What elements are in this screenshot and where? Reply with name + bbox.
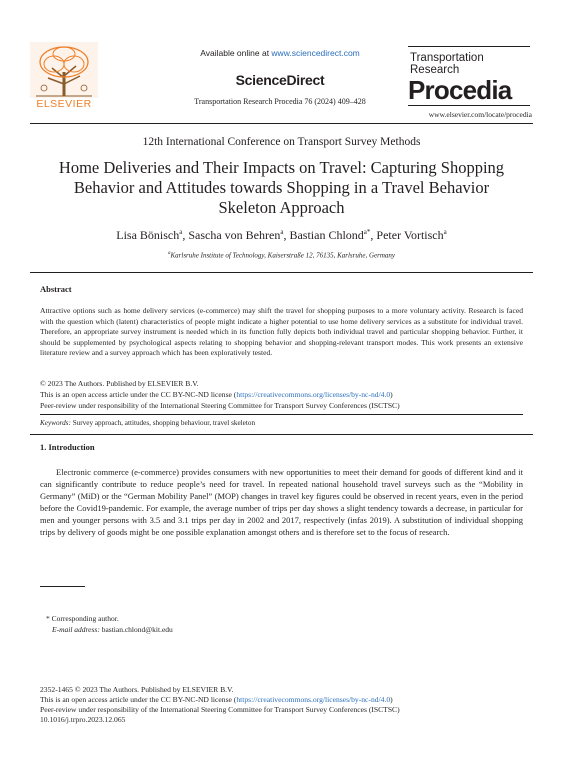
author-sep-2: , bbox=[283, 228, 290, 242]
affiliation-text: Karlsruhe Institute of Technology, Kaiserstraße 12, 76135, Karlsruhe, Germany bbox=[170, 251, 396, 260]
elsevier-wordmark: ELSEVIER bbox=[36, 98, 92, 110]
available-online bbox=[160, 48, 400, 58]
abstract-license-prefix: This is an open access article under the CC BY-NC-ND license ( bbox=[40, 390, 237, 399]
author-2-sup: a bbox=[280, 228, 284, 236]
abstract-license bbox=[40, 390, 523, 401]
footer-license-link[interactable]: https://creativecommons.org/licenses/by-nc-nd/4.0 bbox=[236, 695, 391, 704]
footer-license-prefix: This is an open access article under the CC BY-NC-ND license ( bbox=[40, 695, 237, 704]
affiliation bbox=[30, 251, 533, 259]
conference-name: 12th International Conference on Transport Survey Methods bbox=[142, 136, 421, 148]
title-divider bbox=[30, 272, 533, 273]
author-3-sup: a* bbox=[363, 228, 371, 236]
sciencedirect-logo: ScienceDirect bbox=[235, 72, 325, 88]
header-divider bbox=[30, 123, 533, 124]
abstract-text: Attractive options such as home delivery services (e-commerce) may shift the travel for shopping purposes to a more voluntary activity. Research is faced with the question which (latent) characteristics of people might indicate a higher potential to use home delivery services as a substitute for individual travel. Therefore, an appropriate survey instrument is needed which in its function fully depicts both individual travel and particular shopping behavior. Further, it should be supplemented by psychological aspects relating to shopping behavior and shopping-relevant transport modes. This work presents an extensive literature review and a survey approach which has been exploratively tested. bbox=[40, 306, 523, 358]
abstract-heading: Abstract bbox=[40, 284, 72, 294]
footnote-divider bbox=[40, 586, 85, 587]
affiliation-sup: a bbox=[167, 251, 171, 256]
author-1: Lisa Bönisch bbox=[116, 228, 180, 242]
footer-license-suffix: ) bbox=[390, 695, 393, 704]
keywords-label: Keywords: bbox=[40, 419, 71, 427]
journal-line-2: Research bbox=[410, 64, 460, 76]
sciencedirect-link[interactable]: www.sciencedirect.com bbox=[271, 48, 360, 58]
author-3: Bastian Chlond bbox=[289, 228, 364, 242]
author-sep-1: , bbox=[182, 228, 189, 242]
author-1-sup: a bbox=[179, 228, 183, 236]
email-address[interactable]: bastian.chlond@kit.edu bbox=[99, 625, 173, 634]
author-4: Peter Vortisch bbox=[376, 228, 444, 242]
footer-issn: 2352-1465 © 2023 The Authors. Published by ELSEVIER B.V. bbox=[40, 685, 234, 694]
section-heading-introduction: 1. Introduction bbox=[40, 442, 95, 452]
abstract-copyright: © 2023 The Authors. Published by ELSEVIER B.V. bbox=[40, 379, 199, 388]
journal-citation: Transportation Research Procedia 76 (2024) 409–428 bbox=[194, 97, 366, 106]
journal-line-3: Procedia bbox=[408, 75, 512, 105]
abstract-license-suffix: ) bbox=[390, 390, 393, 399]
introduction-paragraph: Electronic commerce (e-commerce) provides consumers with new opportunities to meet their demand for goods of different kind and it can significantly contribute to reduce people’s need for travel. In repeated national household travel surveys such as the “Mobility in Germany” (MiD) or the “German Mobility Panel” (MOP) changes in travel key figures could be observed in recent years, even in the period before the Covid19-pandemic. For example, the average number of trips per day shows a slight tendency towards a decrease, in particular for men and younger persons with 3.5 and 3.1 trips per day in 2002 and 2017, respectively (infas 2019). A substitution of individual shopping trips by delivery of goods might be one possible explanation amongst others and is therefore set to the focus of research. bbox=[40, 467, 523, 537]
keywords-divider bbox=[40, 414, 523, 415]
journal-logo-bottom-rule bbox=[408, 105, 530, 106]
keywords bbox=[40, 419, 523, 427]
paper-title bbox=[30, 158, 533, 218]
email-label: E-mail address: bbox=[52, 625, 100, 634]
corresponding-email bbox=[52, 625, 173, 634]
abstract-peer-review: Peer-review under responsibility of the International Steering Committee for Transport Survey Conferences (ISCTSC) bbox=[40, 401, 400, 410]
author-list bbox=[30, 228, 533, 243]
abstract-divider bbox=[30, 434, 533, 435]
title-line-1: Home Deliveries and Their Impacts on Travel: Capturing Shopping bbox=[58, 158, 505, 177]
keywords-list: Survey approach, attitudes, shopping behaviour, travel skeleton bbox=[70, 419, 256, 427]
author-sep-3: , bbox=[370, 228, 377, 242]
title-line-2: Behavior and Attitudes towards Shopping in a Travel Behavior bbox=[73, 178, 490, 197]
journal-logo-top-rule bbox=[408, 46, 530, 47]
abstract-license-link[interactable]: https://creativecommons.org/licenses/by-nc-nd/4.0 bbox=[236, 390, 391, 399]
footer-license bbox=[40, 695, 393, 705]
journal-line-1: Transportation bbox=[410, 52, 484, 64]
footer-peer-review: Peer-review under responsibility of the International Steering Committee for Transport Survey Conferences (ISCTSC) bbox=[40, 705, 400, 714]
author-4-sup: a bbox=[443, 228, 447, 236]
title-line-3: Skeleton Approach bbox=[218, 198, 345, 217]
footer-doi[interactable]: 10.1016/j.trpro.2023.12.065 bbox=[40, 715, 126, 724]
journal-url-link[interactable]: www.elsevier.com/locate/procedia bbox=[428, 110, 532, 119]
author-2: Sascha von Behren bbox=[188, 228, 281, 242]
available-prefix: Available online at bbox=[200, 48, 272, 58]
corresponding-author-note: * Corresponding author. bbox=[46, 614, 119, 623]
